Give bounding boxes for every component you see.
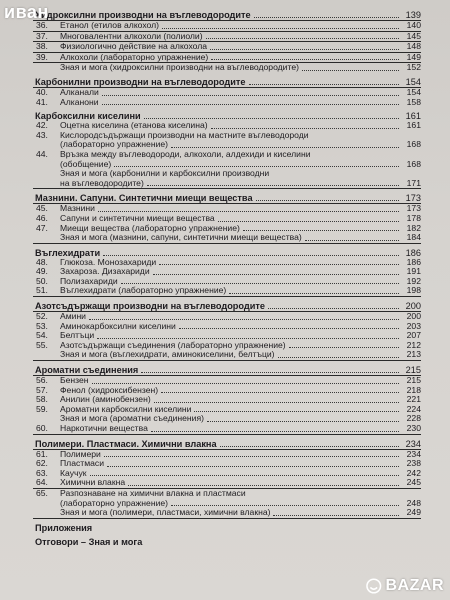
dot-leader: [273, 515, 399, 516]
entry-number: 52.: [36, 311, 48, 322]
dot-leader: [98, 211, 399, 212]
entry-title: Отговори – Зная и мога: [35, 536, 143, 547]
entry-number: 58.: [36, 394, 48, 405]
dot-leader: [141, 372, 399, 373]
entry-number: 45.: [36, 203, 48, 214]
page-number: 154: [406, 86, 421, 97]
entry-title: Въглехидрати: [35, 247, 101, 258]
section-heading: [33, 301, 421, 312]
dot-leader: [256, 200, 399, 201]
page-number: 168: [406, 139, 421, 150]
dot-leader: [243, 230, 399, 231]
entry-title: (обобщение): [60, 158, 112, 169]
dot-leader: [278, 357, 399, 358]
dot-leader: [114, 166, 399, 167]
entry-number: 63.: [36, 467, 48, 478]
entry-title: (лабораторно упражнение): [60, 139, 169, 150]
dot-leader: [162, 28, 399, 29]
entry-title: Полимери: [60, 448, 101, 459]
entry-number: 65.: [36, 487, 48, 498]
entry-title: Белтъци: [60, 330, 95, 341]
entry-number: 62.: [36, 458, 48, 469]
entry-number: 41.: [36, 96, 48, 107]
dot-leader: [207, 421, 399, 422]
page-number: 213: [406, 349, 421, 360]
entry-title: Многовалентни алкохоли (полиоли): [60, 30, 203, 41]
page-number: 228: [406, 413, 421, 424]
page-number: 191: [406, 266, 421, 277]
dot-leader: [128, 485, 399, 486]
page-number: 207: [406, 330, 421, 341]
page-number: 198: [406, 285, 421, 296]
dot-leader: [211, 59, 399, 60]
page-number: 182: [406, 222, 421, 233]
entry-title: Алканони: [60, 96, 99, 107]
entry-number: 50.: [36, 275, 48, 286]
toc-entry: [33, 21, 421, 32]
page-number: 186: [405, 247, 421, 258]
entry-title: Бензен: [60, 375, 89, 386]
page-number: 178: [406, 212, 421, 223]
entry-number: 61.: [36, 448, 48, 459]
entry-number: 38.: [36, 41, 48, 52]
dot-leader: [179, 328, 399, 329]
page-number: 242: [406, 467, 421, 478]
entry-title: Анилин (аминобензен): [60, 394, 151, 405]
toc-subentry: [33, 508, 421, 519]
section-heading: [33, 439, 421, 450]
entry-title: Мазнини: [60, 203, 95, 214]
page-number: 245: [406, 477, 421, 488]
watermark: иван: [4, 2, 49, 22]
dot-leader: [97, 338, 399, 339]
toc-subentry: [33, 350, 421, 361]
entry-title: Полизахариди: [60, 275, 118, 286]
entry-number: 46.: [36, 212, 48, 223]
dot-leader: [154, 402, 399, 403]
entry-title: Аминокарбоксилни киселини: [60, 320, 176, 331]
toc-entry: [33, 424, 421, 435]
toc-continuation: [33, 179, 421, 190]
page-number: 203: [406, 320, 421, 331]
section-heading: [33, 365, 421, 376]
entry-title: Разпознаване на химични влакна и пластмаси: [60, 487, 246, 498]
entry-title: Карбонилни производни на въглеводородите: [35, 76, 246, 87]
entry-number: 57.: [36, 384, 48, 395]
page-number: 154: [405, 76, 421, 87]
dot-leader: [305, 240, 399, 241]
entry-title: Алкохоли (лабораторно упражнение): [60, 51, 209, 62]
entry-title: Хидроксилни производни на въглеводородите: [35, 10, 251, 20]
entry-number: 51.: [36, 285, 48, 296]
dot-leader: [92, 383, 399, 384]
page-number: 200: [405, 301, 421, 312]
page-number: 152: [406, 62, 421, 73]
page-number: 149: [406, 51, 421, 62]
entry-number: 55.: [36, 339, 48, 350]
entry-title: Миещи вещества (лабораторно упражнение): [60, 222, 240, 233]
entry-title: Захароза. Дизахариди: [60, 266, 150, 277]
entry-number: 36.: [36, 20, 48, 30]
page-number: 184: [406, 232, 421, 243]
page-number: 161: [405, 111, 421, 122]
dot-leader: [107, 466, 399, 467]
page-number: 139: [405, 10, 421, 20]
dot-leader: [153, 274, 399, 275]
entry-title: Зная и мога (мазнини, сапуни, синтетични миещи вещества): [60, 232, 302, 243]
dot-leader: [161, 392, 399, 393]
page-number: 215: [406, 375, 421, 386]
dot-leader: [268, 308, 399, 309]
page-number: 212: [406, 339, 421, 350]
page-number: 186: [406, 256, 421, 267]
dot-leader: [102, 104, 399, 105]
page-number: 145: [406, 30, 421, 41]
toc-entry: [33, 459, 421, 469]
entry-title: Връзка между въглеводороди, алкохоли, алдехиди и киселини: [60, 148, 311, 159]
page-number: 192: [406, 275, 421, 286]
table-of-contents: [33, 6, 421, 547]
dot-leader: [171, 147, 399, 148]
entry-title: Оцетна киселина (етанова киселина): [60, 120, 208, 131]
entry-title: Алканали: [60, 86, 99, 97]
page-number: 234: [406, 448, 421, 459]
page-number: 140: [406, 20, 421, 30]
toc-subentry: [33, 63, 421, 73]
dot-leader: [159, 264, 399, 265]
entry-title: на въглеводородите): [60, 177, 144, 188]
dot-leader: [220, 446, 399, 447]
page-number: 161: [406, 120, 421, 131]
page-number: 173: [405, 193, 421, 204]
entry-number: 43.: [36, 129, 48, 140]
entry-title: Зная и мога (карбонилни и карбоксилни производни: [60, 168, 270, 179]
entry-title: Пластмаси: [60, 458, 104, 469]
entry-title: Наркотични вещества: [60, 423, 148, 433]
entry-title: Приложения: [35, 522, 93, 533]
page-number: 230: [406, 423, 421, 433]
entry-title: (лабораторно упражнение): [60, 497, 169, 508]
toc-subentry: [33, 233, 421, 244]
dot-leader: [90, 475, 399, 476]
entry-title: Кислородсъдържащи производни на мастните въглеводороди: [60, 129, 309, 140]
entry-number: 54.: [36, 330, 48, 341]
dot-leader: [89, 319, 399, 320]
entry-title: Сапуни и синтетични миещи вещества: [60, 212, 215, 223]
toc-entry: [33, 98, 421, 108]
page-number: 221: [406, 394, 421, 405]
entry-number: 42.: [36, 120, 48, 131]
dot-leader: [249, 84, 399, 85]
entry-title: Зная и мога (ароматни съединения): [60, 413, 204, 424]
dot-leader: [218, 221, 399, 222]
dot-leader: [289, 347, 399, 348]
page-number: 171: [406, 177, 421, 188]
entry-title: Ароматни съединения: [35, 365, 139, 376]
dot-leader: [102, 95, 399, 96]
dot-leader: [302, 70, 399, 71]
entry-title: Азотсъдържащи съединения (лабораторно упражнение): [60, 339, 286, 350]
dot-leader: [171, 505, 399, 506]
entry-number: 40.: [36, 86, 48, 97]
entry-title: Химични влакна: [60, 477, 126, 488]
dot-leader: [229, 293, 399, 294]
page-number: 234: [405, 438, 421, 449]
dot-leader: [211, 128, 399, 129]
entry-number: 48.: [36, 256, 48, 267]
entry-title: Фенол (хидроксибензен): [60, 384, 159, 395]
section-heading: [33, 523, 421, 533]
entry-number: 60.: [36, 423, 48, 433]
dot-leader: [104, 456, 399, 457]
dot-leader: [254, 17, 399, 18]
entry-title: Етанол (етилов алкохол): [60, 20, 160, 30]
smile-icon: [366, 578, 382, 594]
entry-title: Карбоксилни киселини: [35, 111, 141, 122]
entry-number: 39.: [36, 51, 48, 62]
page-number: 248: [406, 497, 421, 508]
page-number: 158: [406, 96, 421, 107]
entry-title: Ароматни карбоксилни киселини: [60, 403, 192, 414]
dot-leader: [151, 431, 399, 432]
entry-number: 44.: [36, 148, 48, 159]
entry-number: 64.: [36, 477, 48, 488]
entry-title: Глюкоза. Монозахариди: [60, 256, 157, 267]
page-number: 200: [406, 311, 421, 322]
entry-title: Полимери. Пластмаси. Химични влакна: [35, 438, 217, 449]
dot-leader: [194, 411, 399, 412]
dot-leader: [210, 49, 399, 50]
entry-number: 53.: [36, 320, 48, 331]
entry-number: 37.: [36, 30, 48, 41]
entry-number: 47.: [36, 222, 48, 233]
entry-title: Мазнини. Сапуни. Синтетични миещи вещества: [35, 193, 253, 204]
entry-title: Въглехидрати (лабораторно упражнение): [60, 285, 227, 296]
dot-leader: [206, 38, 399, 39]
entry-number: 59.: [36, 403, 48, 414]
dot-leader: [103, 255, 399, 256]
entry-title: Зная и мога (въглехидрати, аминокиселини, белтъци): [60, 349, 275, 360]
entry-title: Физиологично действие на алкохола: [60, 41, 208, 52]
page-number: 173: [406, 203, 421, 214]
entry-number: 56.: [36, 375, 48, 386]
dot-leader: [144, 118, 399, 119]
dot-leader: [121, 283, 399, 284]
entry-title: Зная и мога (полимери, пластмаси, химични влакна): [60, 507, 271, 518]
entry-title: Азотсъдържащи производни на въглеводородите: [35, 301, 265, 312]
page-number: 148: [406, 41, 421, 52]
page-number: 218: [406, 384, 421, 395]
logo-text: BAZAR: [385, 577, 444, 594]
bazar-logo: [366, 576, 444, 596]
page-number: 249: [406, 507, 421, 518]
entry-title: Зная и мога (хидроксилни производни на въглеводородите): [60, 62, 299, 73]
entry-title: Амини: [60, 311, 86, 322]
section-heading: [33, 537, 421, 547]
entry-title: Каучук: [60, 467, 87, 478]
page-number: 238: [406, 458, 421, 469]
entry-number: 49.: [36, 266, 48, 277]
dot-leader: [147, 185, 399, 186]
page-number: 224: [406, 403, 421, 414]
page-number: 215: [405, 365, 421, 376]
toc-entry: [33, 286, 421, 297]
page-number: 168: [406, 158, 421, 169]
